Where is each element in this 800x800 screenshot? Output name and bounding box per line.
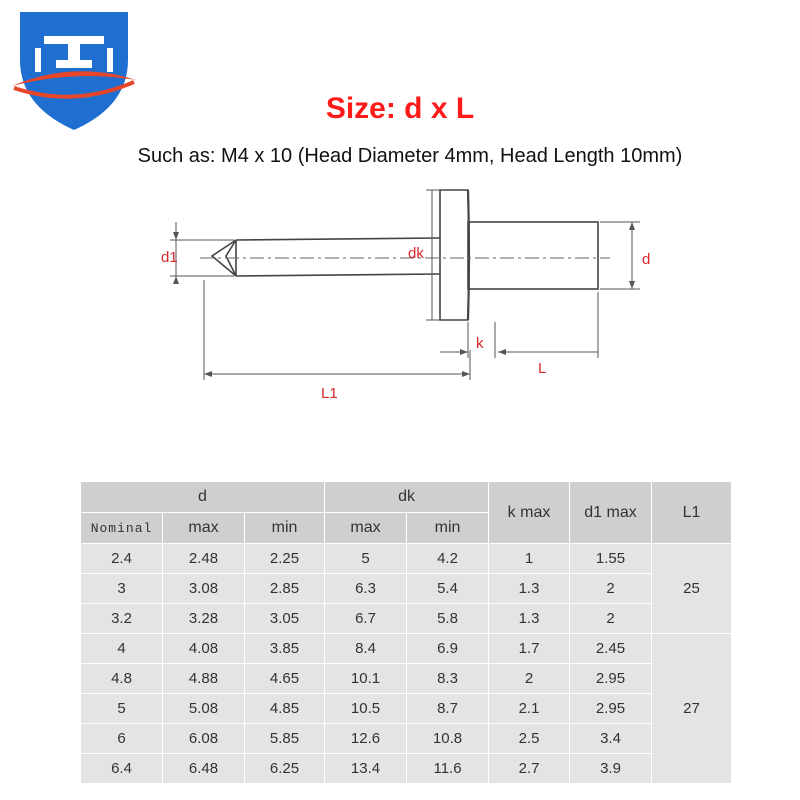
cell-dk-min: 8.7 — [407, 694, 489, 724]
cell-nominal: 3 — [81, 574, 163, 604]
cell-dk-max: 13.4 — [325, 754, 407, 784]
table-row — [81, 724, 732, 754]
cell-dk-min: 10.8 — [407, 724, 489, 754]
cell-dk-max: 8.4 — [325, 634, 407, 664]
cell-dk-max: 6.3 — [325, 574, 407, 604]
table-row — [81, 544, 732, 574]
cell-d1-max: 2 — [570, 604, 652, 634]
cell-d-min: 3.85 — [245, 634, 325, 664]
label-d: d — [642, 251, 651, 268]
cell-d-max: 3.08 — [163, 574, 245, 604]
label-L: L — [538, 360, 547, 377]
cell-nominal: 4 — [81, 634, 163, 664]
cell-dk-min: 4.2 — [407, 544, 489, 574]
cell-d-min: 5.85 — [245, 724, 325, 754]
table-row — [81, 664, 732, 694]
size-example-subtitle: Such as: M4 x 10 (Head Diameter 4mm, Head Length 10mm) — [137, 145, 683, 167]
cell-d1-max: 2 — [570, 574, 652, 604]
cell-nominal: 4.8 — [81, 664, 163, 694]
cell-k-max: 2.7 — [489, 754, 570, 784]
header-dk: dk — [325, 482, 489, 513]
cell-d1-max: 3.4 — [570, 724, 652, 754]
cell-k-max: 2 — [489, 664, 570, 694]
cell-d1-max: 1.55 — [570, 544, 652, 574]
rivet-size-table — [80, 481, 732, 784]
cell-nominal: 2.4 — [81, 544, 163, 574]
header-k-max: k max — [489, 482, 570, 544]
cell-d-min: 2.25 — [245, 544, 325, 574]
cell-d-max: 5.08 — [163, 694, 245, 724]
cell-dk-min: 8.3 — [407, 664, 489, 694]
rivet-body — [468, 222, 598, 289]
cell-d1-max: 2.95 — [570, 694, 652, 724]
table-row — [81, 754, 732, 784]
header-d-max: max — [163, 513, 245, 544]
label-dk: dk — [408, 245, 424, 262]
cell-d-max: 3.28 — [163, 604, 245, 634]
table-row — [81, 694, 732, 724]
label-L1: L1 — [321, 385, 338, 402]
cell-k-max: 1.7 — [489, 634, 570, 664]
cell-dk-max: 12.6 — [325, 724, 407, 754]
cell-dk-max: 5 — [325, 544, 407, 574]
cell-dk-min: 5.4 — [407, 574, 489, 604]
cell-d-min: 2.85 — [245, 574, 325, 604]
cell-d-max: 4.08 — [163, 634, 245, 664]
header-nominal: Nominal — [81, 513, 163, 544]
header-d: d — [81, 482, 325, 513]
rivet-head — [440, 190, 469, 320]
table-body — [81, 544, 732, 784]
table-row — [81, 604, 732, 634]
cell-d-max: 4.88 — [163, 664, 245, 694]
cell-dk-min: 5.8 — [407, 604, 489, 634]
mandrel-shaft-bottom — [236, 274, 440, 276]
label-d1: d1 — [161, 249, 178, 266]
cell-nominal: 3.2 — [81, 604, 163, 634]
cell-d1-max: 2.45 — [570, 634, 652, 664]
cell-d-max: 6.48 — [163, 754, 245, 784]
header-dk-max: max — [325, 513, 407, 544]
table-row — [81, 574, 732, 604]
label-k: k — [476, 335, 484, 352]
cell-k-max: 2.1 — [489, 694, 570, 724]
cell-dk-max: 6.7 — [325, 604, 407, 634]
cell-l1: 27 — [652, 634, 732, 784]
cell-d-min: 4.65 — [245, 664, 325, 694]
cell-d-min: 6.25 — [245, 754, 325, 784]
header-dk-min: min — [407, 513, 489, 544]
cell-k-max: 2.5 — [489, 724, 570, 754]
header-d1-max: d1 max — [570, 482, 652, 544]
cell-d1-max: 2.95 — [570, 664, 652, 694]
cell-nominal: 6 — [81, 724, 163, 754]
cell-k-max: 1 — [489, 544, 570, 574]
cell-dk-max: 10.1 — [325, 664, 407, 694]
cell-d1-max: 3.9 — [570, 754, 652, 784]
mandrel-shaft-top — [236, 238, 440, 240]
cell-d-min: 4.85 — [245, 694, 325, 724]
header-d-min: min — [245, 513, 325, 544]
cell-dk-min: 11.6 — [407, 754, 489, 784]
table-row — [81, 634, 732, 664]
cell-d-max: 2.48 — [163, 544, 245, 574]
cell-nominal: 5 — [81, 694, 163, 724]
cell-k-max: 1.3 — [489, 604, 570, 634]
size-title: Size: d x L — [325, 92, 475, 125]
rivet-diagram — [0, 180, 800, 420]
header-l1: L1 — [652, 482, 732, 544]
cell-nominal: 6.4 — [81, 754, 163, 784]
cell-d-min: 3.05 — [245, 604, 325, 634]
cell-dk-min: 6.9 — [407, 634, 489, 664]
cell-k-max: 1.3 — [489, 574, 570, 604]
cell-dk-max: 10.5 — [325, 694, 407, 724]
cell-d-max: 6.08 — [163, 724, 245, 754]
cell-l1: 25 — [652, 544, 732, 634]
